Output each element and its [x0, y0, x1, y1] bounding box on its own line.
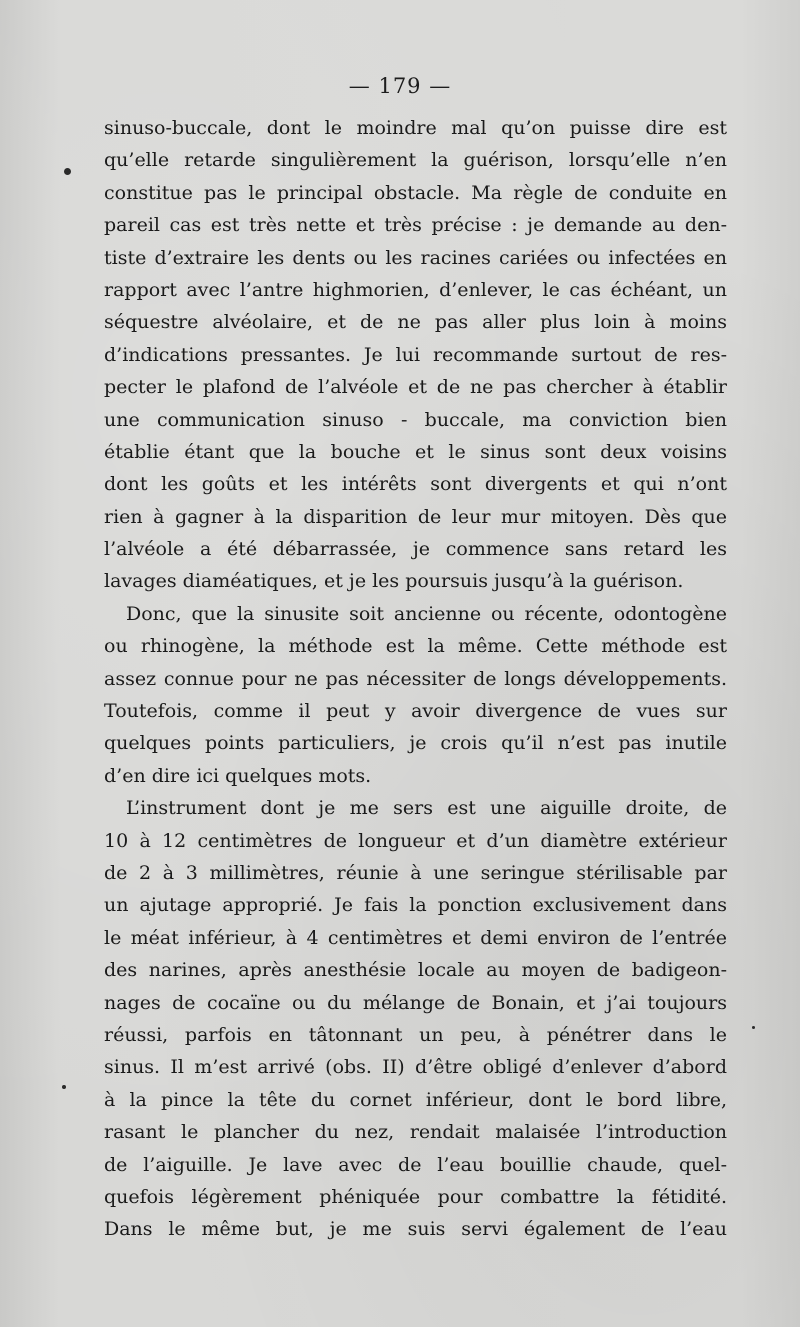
text-line: quelques points particuliers, je crois qu’il n’est pas inutile — [104, 732, 727, 755]
text-line: Donc, que la sinusite soit ancienne ou récente, odontogène — [126, 602, 727, 625]
text-line: réussi, parfois en tâtonnant un peu, à pénétrer dans le — [104, 1023, 727, 1046]
text-line: 10 à 12 centimètres de longueur et d’un diamètre extérieur — [104, 829, 727, 852]
text-line: d’en dire ici quelques mots. — [104, 764, 372, 787]
text-line: établie étant que la bouche et le sinus sont deux voisins — [104, 440, 727, 463]
text-line: séquestre alvéolaire, et de ne pas aller plus loin à moins — [104, 311, 727, 334]
text-line: d’indications pressantes. Je lui recommande surtout de res- — [104, 343, 727, 366]
text-line: quefois légèrement phéniquée pour combattre la fétidité. — [104, 1185, 727, 1208]
text-line: ou rhinogène, la méthode est la même. Cette méthode est — [104, 635, 727, 658]
ink-speck — [752, 1026, 755, 1029]
ink-speck — [64, 168, 71, 175]
text-line: une communication sinuso - buccale, ma conviction bien — [104, 408, 727, 431]
text-line: de l’aiguille. Je lave avec de l’eau bouillie chaude, quel- — [104, 1153, 727, 1176]
text-line: des narines, après anesthésie locale au moyen de badigeon- — [104, 959, 727, 982]
text-line: lavages diaméatiques, et je les poursuis jusqu’à la guérison. — [104, 570, 684, 593]
page-number: — 179 — — [348, 74, 452, 98]
text-line: de 2 à 3 millimètres, réunie à une seringue stérilisable par — [104, 861, 727, 884]
text-line: Toutefois, comme il peut y avoir divergence de vues sur — [104, 700, 727, 723]
text-line: sinus. Il m’est arrivé (obs. II) d’être obligé d’enlever d’abord — [104, 1056, 727, 1079]
text-line: un ajutage approprié. Je fais la ponction exclusivement dans — [104, 894, 727, 917]
text-line: L’instrument dont je me sers est une aiguille droite, de — [126, 797, 727, 820]
text-line: tiste d’extraire les dents ou les racines cariées ou infectées en — [104, 246, 727, 269]
text-line: sinuso-buccale, dont le moindre mal qu’on puisse dire est — [104, 117, 727, 139]
text-line: le méat inférieur, à 4 centimètres et demi environ de l’entrée — [104, 926, 727, 949]
text-line: rasant le plancher du nez, rendait malaisée l’introduction — [104, 1121, 727, 1144]
body-text — [104, 112, 727, 1246]
text-line: Dans le même but, je me suis servi également de l’eau — [104, 1218, 727, 1241]
text-line: pareil cas est très nette et très précise : je demande au den- — [104, 214, 727, 237]
text-line: constitue pas le principal obstacle. Ma règle de conduite en — [104, 181, 727, 204]
text-line: rien à gagner à la disparition de leur mur mitoyen. Dès que — [104, 505, 727, 528]
text-line: pecter le plafond de l’alvéole et de ne pas chercher à établir — [104, 376, 727, 399]
text-line: l’alvéole a été débarrassée, je commence sans retard les — [104, 538, 727, 561]
text-line: rapport avec l’antre highmorien, d’enlever, le cas échéant, un — [104, 278, 727, 301]
text-line: nages de cocaïne ou du mélange de Bonain, et j’ai toujours — [104, 991, 727, 1014]
text-line: dont les goûts et les intérêts sont divergents et qui n’ont — [104, 473, 727, 496]
text-line: qu’elle retarde singulièrement la guérison, lorsqu’elle n’en — [104, 149, 727, 172]
text-line: à la pince la tête du cornet inférieur, dont le bord libre, — [104, 1088, 727, 1111]
text-line: assez connue pour ne pas nécessiter de longs développements. — [104, 667, 727, 690]
ink-speck — [62, 1085, 66, 1089]
